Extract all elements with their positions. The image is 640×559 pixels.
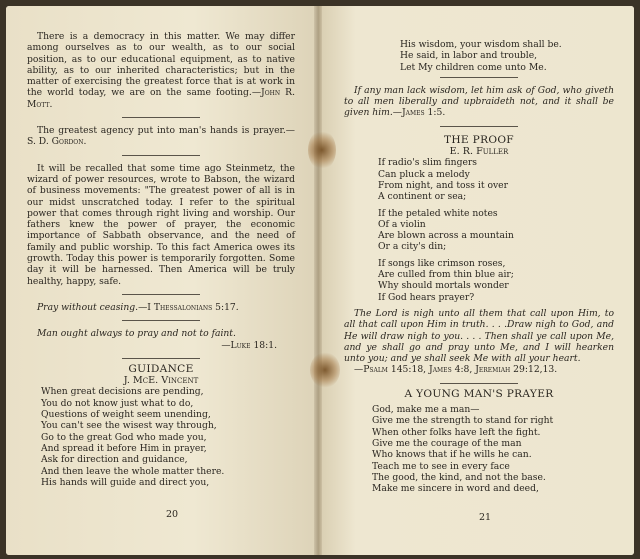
guidance-poem-continued: [344, 39, 614, 73]
poem-line: When great decisions are pending,: [41, 386, 204, 398]
pray-verse: [27, 302, 295, 313]
left-column: [27, 31, 295, 488]
poem-line: Are blown across a mountain: [378, 230, 514, 242]
poem-line: God, make me a man—: [372, 404, 480, 416]
poem-line: Are culled from thin blue air;: [378, 269, 514, 281]
james-verse: [344, 85, 614, 119]
poem-line: Ask for direction and guidance,: [41, 454, 188, 466]
page-number: 21: [479, 512, 492, 523]
poem-line: A continent or sea;: [378, 191, 467, 203]
poem-line: And spread it before Him in prayer,: [41, 442, 207, 454]
proof-author: E. R. Fuller: [449, 146, 509, 158]
poem-stanza: [378, 208, 614, 253]
poem-line: Let My children come unto Me.: [400, 61, 547, 73]
poem-line: And then leave the whole matter there.: [41, 465, 225, 477]
pray-verse-reference: —I Thessalonians 5:17.: [138, 301, 239, 313]
poem-line: Why should mortals wonder: [378, 280, 509, 292]
poem-line: If songs like crimson roses,: [378, 257, 506, 269]
poem-line: Make me sincere in word and deed,: [372, 483, 539, 495]
poem-line: Teach me to see in every face: [372, 460, 510, 472]
mott-attribution: John R. Mott.: [27, 87, 295, 110]
psalm-verse-text: The Lord is nigh unto all them that call upon Him, to all that call upon Him in truth. . . .Draw nigh to God, and He will draw nigh to you. . . . Then shall ye call upon Me, and ye shall go and pray unto Me, and I will hearken unto you; and ye shall seek Me with all your heart.: [344, 307, 614, 365]
guidance-poem: [27, 386, 295, 488]
divider: [440, 383, 518, 384]
young-mans-prayer-poem: [344, 404, 614, 494]
poem-line: Or a city's din;: [378, 241, 447, 253]
poem-line: If radio's slim fingers: [378, 157, 478, 169]
poem-line: If God hears prayer?: [378, 291, 475, 303]
divider: [122, 358, 200, 359]
guidance-author: J. McE. Vincent: [123, 375, 199, 387]
luke-verse-reference: —Luke 18:1.: [221, 339, 277, 351]
steinmetz-paragraph: It will be recalled that some time ago Steinmetz, the wizard of power resources, wrote to Babson, the wizard of business movements: "The greatest power of all is in our midst unscratched today. I refer to the spiritual power that comes through right living and worship. Our fathers knew the power of prayer, the economic importance of Sabbath observance, and the need of family and public worship. To this fact America owes its growth. Today this power is temporarily forgotten. Some day it will be harnessed. Then America will be truly healthy, happy, safe.: [27, 162, 295, 287]
stain-mark: [310, 352, 340, 388]
poem-line: Give me the courage of the man: [372, 437, 522, 449]
pray-verse-text: Pray without ceasing.: [37, 301, 139, 313]
poem-line: Of a violin: [378, 218, 426, 230]
divider: [122, 155, 200, 156]
left-page: [6, 6, 318, 555]
proof-title: THE PROOF: [444, 133, 514, 146]
poem-line: Go to the great God who made you,: [41, 431, 207, 443]
james-verse-reference: —James 1:5.: [392, 107, 446, 119]
stain-mark: [308, 130, 336, 170]
poem-stanza: [378, 157, 614, 202]
proof-poem: [344, 157, 614, 303]
book-gutter: [314, 6, 322, 555]
poem-line: He said, in labor and trouble,: [400, 50, 538, 62]
poem-line: His wisdom, your wisdom shall be.: [400, 39, 562, 50]
gordon-quote-text: The greatest agency put into man's hands is prayer.—: [37, 125, 295, 137]
divider: [122, 320, 200, 321]
divider: [122, 294, 200, 295]
poem-line: The good, the kind, and not the base.: [372, 471, 546, 483]
divider: [122, 117, 200, 118]
book-spread: [6, 6, 634, 555]
poem-line: From night, and toss it over: [378, 179, 508, 191]
james-verse-text: If any man lack wisdom, let him ask of God, who giveth to all men liberally and upbraideth not, and it shall be given him.: [344, 84, 614, 119]
mott-quote-text: There is a democracy in this matter. We may differ among ourselves as to our wealth, as to our social position, as to our educational equipment, as to native ability, as to our inherited characteristics; but in the matter of exercising the greatest force that is at work in the world today, we are on the same footing.—: [27, 31, 295, 99]
poem-line: If the petaled white notes: [378, 207, 498, 219]
poem-line: Questions of weight seem unending,: [41, 409, 211, 421]
mott-paragraph: [27, 31, 295, 110]
right-page: [318, 6, 634, 555]
gordon-attribution: S. D. Gordon.: [27, 136, 87, 148]
poem-line: You can't see the wisest way through,: [41, 420, 217, 432]
psalm-verse-reference: —Psalm 145:18, James 4:8, Jeremiah 29:12,13.: [354, 364, 558, 376]
gordon-paragraph: [27, 125, 295, 148]
poem-line: Who knows that if he wills he can.: [372, 449, 532, 461]
poem-line: His hands will guide and direct you,: [41, 476, 210, 488]
poem-line: Give me the strength to stand for right: [372, 415, 554, 427]
poem-line: Can pluck a melody: [378, 168, 470, 180]
right-column: [344, 39, 614, 494]
page-number: 20: [166, 509, 179, 520]
divider: [440, 77, 518, 78]
poem-line: You do not know just what to do,: [41, 397, 194, 409]
guidance-title: GUIDANCE: [128, 362, 194, 375]
poem-stanza: [378, 258, 614, 303]
luke-verse-text: Man ought always to pray and not to faint.: [37, 328, 236, 340]
young-mans-prayer-title: A YOUNG MAN'S PRAYER: [404, 387, 554, 400]
poem-line: When other folks have left the fight.: [372, 426, 541, 438]
divider: [440, 126, 518, 127]
